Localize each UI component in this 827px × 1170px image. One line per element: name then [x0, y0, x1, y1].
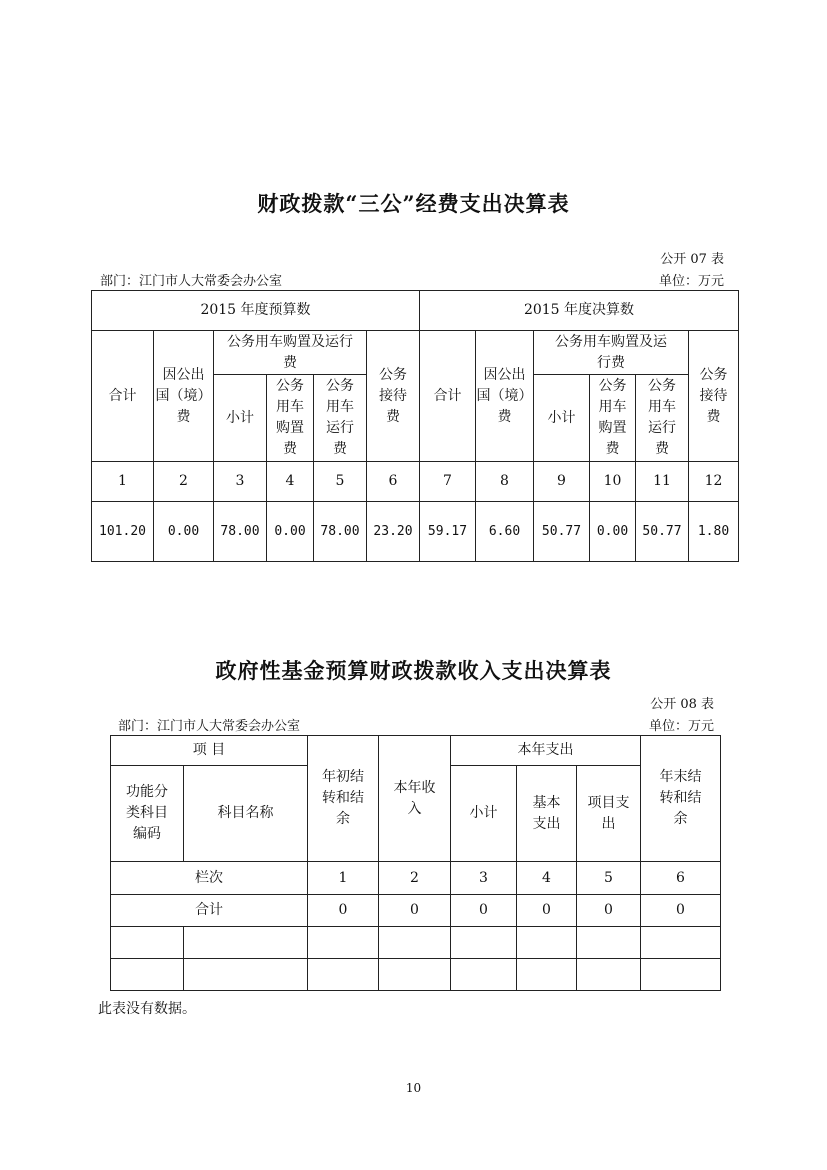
- value-cell: 0: [517, 895, 577, 927]
- value-cell: 0.00: [154, 502, 214, 562]
- empty-cell: [641, 927, 721, 959]
- index-cell: 2: [154, 462, 214, 502]
- empty-cell: [379, 927, 451, 959]
- table2-department: 部门：江门市人大常委会办公室: [118, 719, 301, 734]
- col-subtotal: 小计: [534, 375, 590, 462]
- value-cell: 0: [451, 895, 517, 927]
- page-number: 10: [405, 1081, 422, 1095]
- index-cell: 9: [534, 462, 590, 502]
- col-project-expense: 项目支 出: [577, 766, 641, 862]
- col-end-balance: 年末结 转和结 余: [641, 736, 721, 862]
- table1-title: 财政拨款“三公”经费支出决算表: [257, 191, 570, 216]
- index-cell: 12: [689, 462, 739, 502]
- col-abroad: 因公出 国（境） 费: [476, 331, 534, 462]
- index-cell: 10: [590, 462, 636, 502]
- table2-code: 公开 08 表: [650, 697, 714, 712]
- final-header: 2015 年度决算数: [420, 291, 739, 331]
- index-cell: 3: [214, 462, 267, 502]
- empty-cell: [111, 959, 184, 991]
- value-cell: 1.80: [689, 502, 739, 562]
- table2-empty-row: [111, 959, 721, 991]
- value-cell: 23.20: [367, 502, 420, 562]
- table1-department: 部门：江门市人大常委会办公室: [100, 274, 283, 289]
- value-cell: 0: [308, 895, 379, 927]
- value-cell: 6.60: [476, 502, 534, 562]
- table2-empty-row: [111, 927, 721, 959]
- empty-cell: [451, 959, 517, 991]
- col-operate: 公务 用车 运行 费: [636, 375, 689, 462]
- col-expense: 本年支出: [451, 736, 641, 766]
- table2-unit: 单位：万元: [648, 719, 714, 734]
- empty-cell: [308, 927, 379, 959]
- col-basic-expense: 基本 支出: [517, 766, 577, 862]
- empty-cell: [451, 927, 517, 959]
- index-cell: 4: [517, 862, 577, 895]
- empty-cell: [184, 959, 308, 991]
- col-subject-name: 科目名称: [184, 766, 308, 862]
- col-car: 公务用车购置及运 行费: [534, 331, 689, 375]
- budget-header: 2015 年度预算数: [92, 291, 420, 331]
- index-cell: 5: [314, 462, 367, 502]
- table2-total-row: [111, 895, 721, 927]
- index-cell: 5: [577, 862, 641, 895]
- index-cell: 2: [379, 862, 451, 895]
- value-cell: 0.00: [590, 502, 636, 562]
- col-total: 合计: [420, 331, 476, 462]
- col-total: 合计: [92, 331, 154, 462]
- value-cell: 50.77: [636, 502, 689, 562]
- col-reception: 公务 接待 费: [689, 331, 739, 462]
- empty-cell: [517, 959, 577, 991]
- empty-cell: [184, 927, 308, 959]
- index-cell: 6: [641, 862, 721, 895]
- index-cell: 7: [420, 462, 476, 502]
- col-purchase: 公务 用车 购置 费: [267, 375, 314, 462]
- col-begin-balance: 年初结 转和结 余: [308, 736, 379, 862]
- value-cell: 78.00: [214, 502, 267, 562]
- table2: [110, 735, 721, 991]
- value-cell: 78.00: [314, 502, 367, 562]
- value-cell: 50.77: [534, 502, 590, 562]
- col-car: 公务用车购置及运行 费: [214, 331, 367, 375]
- value-cell: 0: [641, 895, 721, 927]
- table1-value-row: [92, 502, 739, 562]
- index-cell: 3: [451, 862, 517, 895]
- empty-cell: [517, 927, 577, 959]
- table2-index-row: [111, 862, 721, 895]
- index-cell: 1: [308, 862, 379, 895]
- col-operate: 公务 用车 运行 费: [314, 375, 367, 462]
- col-item: 项 目: [111, 736, 308, 766]
- col-income: 本年收 入: [379, 736, 451, 862]
- table2-note: 此表没有数据。: [98, 1001, 196, 1017]
- col-reception: 公务 接待 费: [367, 331, 420, 462]
- index-cell: 8: [476, 462, 534, 502]
- table2-title: 政府性基金预算财政拨款收入支出决算表: [215, 658, 612, 683]
- value-cell: 0: [577, 895, 641, 927]
- index-cell: 11: [636, 462, 689, 502]
- col-purchase: 公务 用车 购置 费: [590, 375, 636, 462]
- value-cell: 0.00: [267, 502, 314, 562]
- index-cell: 1: [92, 462, 154, 502]
- col-abroad: 因公出 国（境） 费: [154, 331, 214, 462]
- col-subtotal: 小计: [214, 375, 267, 462]
- empty-cell: [308, 959, 379, 991]
- table1-unit: 单位：万元: [658, 274, 724, 289]
- col-subtotal: 小计: [451, 766, 517, 862]
- empty-cell: [641, 959, 721, 991]
- value-cell: 101.20: [92, 502, 154, 562]
- table1-code: 公开 07 表: [660, 252, 724, 267]
- table1: [91, 290, 739, 562]
- value-cell: 59.17: [420, 502, 476, 562]
- empty-cell: [577, 959, 641, 991]
- row-label: 栏次: [111, 862, 308, 895]
- value-cell: 0: [379, 895, 451, 927]
- table1-index-row: [92, 462, 739, 502]
- col-function-code: 功能分 类科目 编码: [111, 766, 184, 862]
- empty-cell: [111, 927, 184, 959]
- empty-cell: [379, 959, 451, 991]
- empty-cell: [577, 927, 641, 959]
- index-cell: 4: [267, 462, 314, 502]
- index-cell: 6: [367, 462, 420, 502]
- row-label: 合计: [111, 895, 308, 927]
